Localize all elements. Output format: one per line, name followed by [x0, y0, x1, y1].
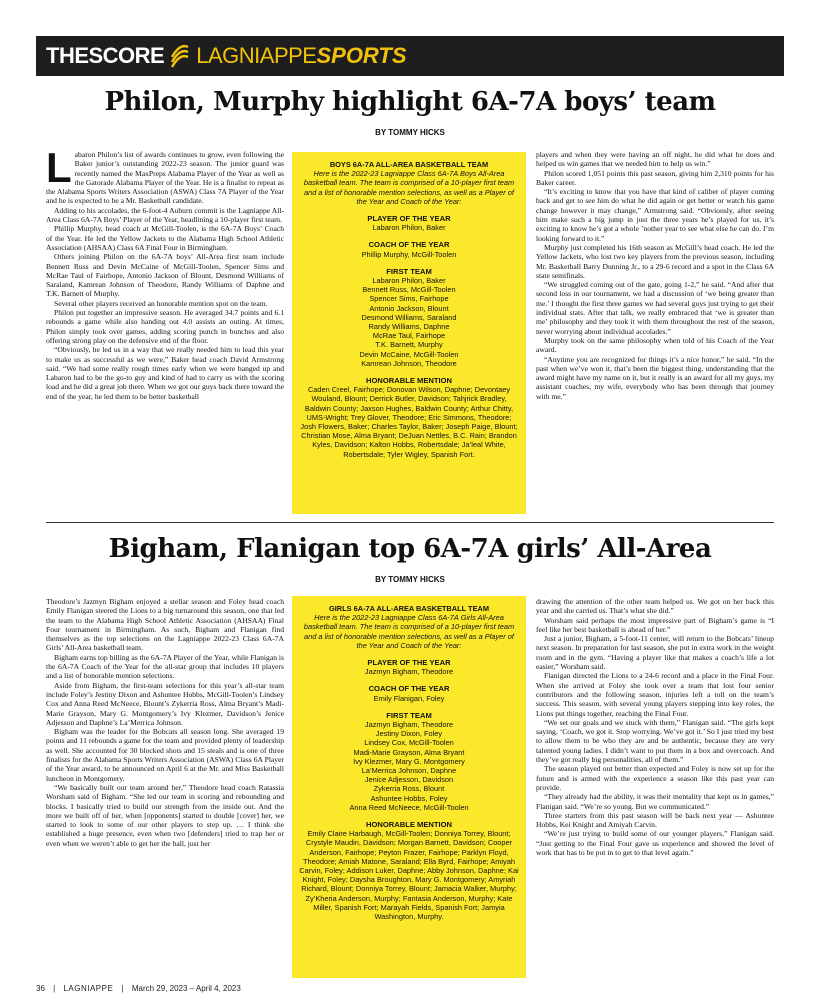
article-paragraph [536, 280, 774, 336]
first-team-heading: FIRST TEAM [386, 710, 432, 720]
article1-byline: BY TOMMY HICKS [375, 128, 445, 137]
first-team-player: Zykerria Ross, Blount [373, 784, 445, 794]
paragraph-text: Phillip Murphy, head coach at McGill-Toolen, is the 6A-7A Boys’ Coach of the Year. He led the Yellow Jackets to the Alabama High School Athletic Association (AHSAA) Class 6A Final Four in Birmingham. [46, 224, 284, 252]
first-team-player: T.K. Barnett, Murphy [375, 340, 443, 350]
paragraph-text: “Anytime you are recognized for things it’s a nice honor,” he said. “In the past when we’ve won it, that’s been the biggest thing, understanding that the award might have my name on it, but it really is an award for all my guys, my assistant coaches, my wife, everybody who has been through that journey with me.” [536, 354, 774, 401]
paragraph-text: “We struggled coming out of the gate, going 1-2,” he said. “And after that second loss in our tournament, we had a discussion of ‘we being greater than me.’ I thought the first three games we had several guys just trying to get their individual stats. After that talk, we really embraced that ‘we is greater than me’ philosophy and they took it with them throughout the rest of the season, never worrying about individual accolades.” [536, 280, 774, 336]
article-paragraph [536, 718, 774, 764]
paragraph-text: “We set our goals and we stuck with them,” Flanigan said. “The girls kept saying, ‘Coach, we got it. Stop worrying. We’ve got it.’ So I just tried my best to allow them to be who they are and be authentic, because they are very talented young ladies. I didn’t want to put them in a box and overcoach. And they’ve got really big personalities, all of them.” [536, 717, 774, 765]
coach-of-year: Emily Flanigan, Foley [373, 693, 445, 703]
first-team-heading: FIRST TEAM [386, 266, 432, 276]
footer-separator: | [53, 984, 56, 993]
first-team-player: Lindsey Cox, McGill-Toolen [364, 738, 454, 748]
article-paragraph [46, 597, 284, 653]
paragraph-text: abaron Philon’s list of awards continues to grow, even following the Baker junior’s outstanding 2022-23 season. The junior guard was recently named the MaxPreps Alabama Player of the Year as well as the Gatorade Alabama Player of the Year. He is a finalist to repeat as the Alabama Sports Writers Association (ASWA) Class 7A Player of the Year and he is expected to be a Mr. Basketball candidate. [46, 150, 284, 206]
article-paragraph [536, 792, 774, 811]
paragraph-text: Several other players received an honorable mention spot on the team. [54, 298, 268, 308]
article-paragraph [46, 783, 284, 848]
first-team-player: Anna Reed McNeece, McGill-Toolen [349, 802, 469, 812]
article-paragraph [536, 355, 774, 401]
first-team-player: Jestiny Dixon, Foley [375, 729, 443, 739]
article-paragraph [536, 634, 774, 671]
article-paragraph [46, 150, 284, 206]
article-paragraph [536, 811, 774, 830]
article-paragraph [536, 243, 774, 280]
banner-sports: SPORTS [316, 43, 407, 68]
page-number: 36 [36, 984, 45, 993]
paragraph-text: Just a junior, Bigham, a 5-foot-11 center, will return to the Bobcats’ lineup next season. In preparation for last season, she put in extra work in the weight room and in the gym. “Having a player like that makes a coach’s life a lot easier,” Worsham said. [536, 634, 774, 672]
article-paragraph [46, 681, 284, 727]
honorable-mention-list: Emily Claire Harbaugh, McGill-Toolen; Donniya Torrey, Blount; Crystyle Maudin, Davidson; Morgan Barnett, Davidson; Cooper Anderson, Fairhope; Peyton Frazer, Fairhope; Parklyn Floyd, Theodore; Amiah Matone, Saraland; Ella Byrd, Fairhope; Amiyah Carvin, Foley; Addison Luker, Daphne; Abby Johnson, Daphne; Kai Knight, Foley; Daysha Broughton, Mary G. Montgomery; Amyriah Richard, Blount; Donniya Torrey, Blount; Jamacia Walker, Murphy; Zy’Kheria Anderson, Murphy; Fantasia Anderson, Murphy; Kate Miller, Spanish Fort; Marayah Fields, Spanish Fort; Jamyia Washington, Murphy. [299, 829, 519, 922]
paragraph-text: Aside from Bigham, the first-team selections for this year’s all-star team include Foley’s Jestiny Dixon and Ashuntee Hobbs, McGill-Toolen’s Lindsey Cox and Anna Reed McNeece, Blount’s Zykerria Ross, Alma Bryant’s Madi-Marie Grayson, Mary G. Montgomery’s Ivy Klezmer, Davidson’s Jenice Adjesson and Daphne’s La’Merrica Johnson. [46, 680, 284, 727]
paragraph-text: Others joining Philon on the 6A-7A boys’ All-Area first team include Bennett Russ and Devin McCaine of McGill-Toolen, Spencer Sims and McRae Taul of Fairhope, Antonio Jackson of Blount, Desmond Williams of Saraland, Kamrean Johnson of Theodore, Randy Williams of Daphne and T.K. Barnett of Murphy. [46, 252, 284, 299]
paragraph-text: “It’s exciting to know that you have that kind of caliber of player coming back and get to see him do what he did again or get better or watch his game change however it may change,” Armstrong said. “Obviously, after seeing him make such a big jump in just the three years he’s played for us, it’s exciting to know he’s got a whole ’nother year to see what else he can do. I’m looking forward to it.” [536, 187, 774, 243]
paragraph-text: Philon scored 1,051 points this past season, giving him 2,310 points for his Baker career. [536, 168, 774, 187]
issue-dates: March 29, 2023 – April 4, 2023 [131, 984, 241, 993]
article1-headline: Philon, Murphy highlight 6A-7A boys’ team [104, 87, 716, 117]
player-of-year-heading: PLAYER OF THE YEAR [367, 214, 451, 224]
article-paragraph [46, 653, 284, 681]
box-intro: Here is the 2022-23 Lagniappe Class 6A-7A Girls All-Area basketball team. The team is comprised of a 10-player first team and a list of honorable mention selections, as well as a Player of the Year and Coach of the Year: [303, 613, 515, 650]
player-of-year: Jazmyn Bigham, Theodore [364, 667, 454, 677]
paragraph-text: Murphy just completed his 16th season as McGill’s head coach. He led the Yellow Jackets, who lost two key players from the previous season, including Mr. Basketball Barry Dunning Jr., to a 29-6 record and a spot in the Class 6A state semifinals. [536, 242, 774, 280]
article-paragraph [536, 150, 774, 169]
paragraph-text: “Obviously, he led us in a way that we really needed him to lead this year to make us as successful as we were,” Baker head coach David Armstrong said. “We had some really rough times early when we were banged up and Labaron had to be the go-to guy and kind of had to carry us with the scoring load and he did a great job there. When we got our guys back there toward the end of the year, he led them to be better basketball [46, 345, 284, 401]
first-team-player: Devin McCaine, McGill-Toolen [359, 349, 459, 359]
paragraph-text: Philon put together an impressive season. He averaged 34.7 points and 6.1 rebounds a game while also handing out 4.0 assists an outing. At times, Philon simply took over games, adding scoring punch in bunches and also offering strong play on the defensive end of the floor. [46, 308, 284, 345]
article-paragraph [46, 308, 284, 345]
first-team-player: Randy Williams, Daphne [368, 322, 450, 332]
article-paragraph [536, 169, 774, 188]
paragraph-text: Adding to his accolades, the 6-foot-4 Auburn commit is the Lagniappe All-Area Class 6A-7A Boys’ Player of the Year, headlining a 10-player first team. [46, 205, 284, 225]
box-title: BOYS 6A-7A ALL-AREA BASKETBALL TEAM [329, 160, 489, 169]
article2-column-1 [46, 597, 284, 969]
banner-the-score: THESCORE [46, 43, 165, 68]
box-title: GIRLS 6A-7A ALL-AREA BASKETBALL TEAM [329, 604, 489, 613]
first-team-player: Ashuntee Hobbs, Foley [370, 793, 448, 803]
banner-lagniappe: LAGNIAPPE [196, 43, 317, 68]
player-of-year: Labaron Philon, Baker [372, 223, 446, 233]
article-paragraph [46, 206, 284, 225]
coach-of-year-heading: COACH OF THE YEAR [368, 240, 450, 250]
article2-column-3 [536, 597, 774, 969]
article1-column-1 [46, 150, 284, 512]
coach-of-year-heading: COACH OF THE YEAR [368, 684, 450, 694]
swirl-logo-icon [168, 44, 192, 68]
first-team-player: Kamrean Johnson, Theodore [361, 358, 457, 368]
article-paragraph [46, 224, 284, 252]
first-team-player: Antonio Jackson, Blount [369, 303, 449, 313]
paragraph-text: “We basically built our team around her,” Theodore head coach Ratassia Worsham said of Bigham. “She led our team in scoring and rebounding and blocks. I basically tried to build our strength from the inside out. And the more we built off of her, when [opponents] started to double [cover] her, we started to look to some of our other players to step up. … I think she established a huge presence, even when two [defenders] tried to trap her or even when we weren’t able to get her the ball, just her [46, 782, 284, 848]
honorable-mention-heading: HONORABLE MENTION [365, 376, 453, 386]
article-paragraph [536, 336, 774, 355]
boys-team-box [292, 152, 526, 514]
article-paragraph [46, 299, 284, 308]
paragraph-text: The season played out better than expected and Foley is now set up for the future and is armed with the experience a season like this past year can provide. [536, 764, 774, 792]
article1-column-3 [536, 150, 774, 512]
article-paragraph [536, 671, 774, 717]
honorable-mention-heading: HONORABLE MENTION [365, 820, 453, 830]
first-team-player: Ivy Klezmer, Mary G. Montgomery [353, 756, 465, 766]
first-team-player: Jazmyn Bigham, Theodore [364, 720, 454, 730]
paragraph-text: players and when they were having an off night, he did what he does and helped us win games that we needed him to help us win.” [536, 150, 774, 169]
first-team-player: Desmond Williams, Saraland [361, 312, 457, 322]
drop-cap: L [46, 150, 72, 191]
article-paragraph [46, 252, 284, 298]
article-paragraph [536, 829, 774, 857]
first-team-player: McRae Taul, Fairhope [372, 331, 446, 341]
paragraph-text: Theodore’s Jazmyn Bigham enjoyed a stellar season and Foley head coach Emily Flanigan steered the Lions to a big turnaround this season, one that led the team to the Alabama High School Athletic Association (AHSAA) Final Four tournament in Birmingham. As such, Bigham and Flanigan find themselves as the top selections on the Lagniappe 2022-23 Class 6A-7A Girls’ All-Area basketball team. [46, 597, 284, 653]
paragraph-text: Three starters from this past season will be back next year — Ashuntee Hobbs, Kei Knight and Amiyah Carvin. [536, 810, 774, 830]
paragraph-text: Flanigan directed the Lions to a 24-6 record and a place in the Final Four. When she arrived at Foley she took over a team that lost four senior contributors and the following season, injuries left a toll on the team’s success. This season, with several young players stepping into key roles, the Lions put things together, reaching the Final Four. [536, 671, 774, 718]
first-team-player: Jenice Adjesson, Davidson [364, 775, 454, 785]
section-banner [36, 36, 784, 76]
player-of-year-heading: PLAYER OF THE YEAR [367, 658, 451, 668]
article-paragraph [536, 616, 774, 635]
paragraph-text: “We’re just trying to build some of our younger players,” Flanigan said. “Just getting to the Final Four gave us experience and showed the level of work that has to be put in to get to that level again.” [536, 829, 774, 858]
paragraph-text: “They already had the ability, it was their mentality that kept us in games,” Flanigan said. “We’re so young. But we communicated.” [536, 792, 774, 811]
page-footer [36, 984, 247, 993]
first-team-player: Bennett Russ, McGill-Toolen [362, 285, 456, 295]
article2-byline: BY TOMMY HICKS [375, 575, 445, 584]
box-intro: Here is the 2022-23 Lagniappe Class 6A-7A Boys All-Area basketball team. The team is comprised of a 10-player first team and a list of honorable mention selections, as well as a Player of the Year and Coach of the Year: [303, 169, 515, 206]
paragraph-text: Murphy took on the same philosophy when told of his Coach of the Year award. [536, 335, 774, 355]
article2-headline: Bigham, Flanigan top 6A-7A girls’ All-Area [108, 534, 712, 564]
girls-team-box [292, 596, 526, 978]
article-paragraph [536, 597, 774, 616]
article-paragraph [536, 764, 774, 792]
paragraph-text: Bigham was the leader for the Bobcats all season long. She averaged 19 points and 11 rebounds a game for the team and provided plenty of leadership as well. She accounted for 30 blocked shots and 15 steals and is one of three finalists for the Alabama Sports Writers Association (ASWA) Class 6A Player of the Year award, to be announced on April 6 at the Mr. and Miss Basketball luncheon in Montgomery. [46, 727, 284, 783]
article-paragraph [46, 345, 284, 401]
first-team-player: Madi-Marie Grayson, Alma Bryant [353, 747, 465, 757]
paragraph-text: drawing the attention of the other team helped us. We got on her back this year and she carried us. That’s what she did.” [536, 597, 774, 616]
publication-name: LAGNIAPPE [63, 984, 114, 993]
paragraph-text: Worsham said perhaps the most impressive part of Bigham’s game is “I feel like her best basketball is ahead of her.” [536, 615, 774, 634]
paragraph-text: Bigham earns top billing as the 6A-7A Player of the Year, while Flanigan is the 6A-7A Coach of the Year for the all-star group that includes 10 players and a list of honorable mention selections. [46, 652, 284, 681]
first-team-player: Labaron Philon, Baker [372, 276, 446, 286]
first-team-player: La’Merrica Johnson, Daphne [361, 766, 457, 776]
footer-separator: | [121, 984, 124, 993]
article-divider [46, 522, 774, 523]
first-team-player: Spencer Sims, Fairhope [369, 294, 449, 304]
honorable-mention-list: Caden Creel, Fairhope; Donovan Wilson, Daphne; Devontaey Wouland, Blount; Derrick Butler, Davidson; Tahjrick Bradley, Baldwin County; Jaxson Hughes, Baldwin County; Arthur Chitty, UMS-Wright; Trey Glover, Theodore; Eric Simmons, Theodore; Josh Flowers, Baker; Charles Taylor, Baker; Joseph Paige, Blount; Christian Mose, Alma Bryant; DeJuan Nettles, B.C. Rain; Brandon Kyles, Davidson; Kalton Hobbs, Robertsdale; Ja’leal White, Robertsdale; Tyler Wigley, Spanish Fort. [300, 385, 518, 459]
coach-of-year: Phillip Murphy, McGill-Toolen [361, 249, 457, 259]
article-paragraph [536, 187, 774, 243]
article-paragraph [46, 727, 284, 783]
